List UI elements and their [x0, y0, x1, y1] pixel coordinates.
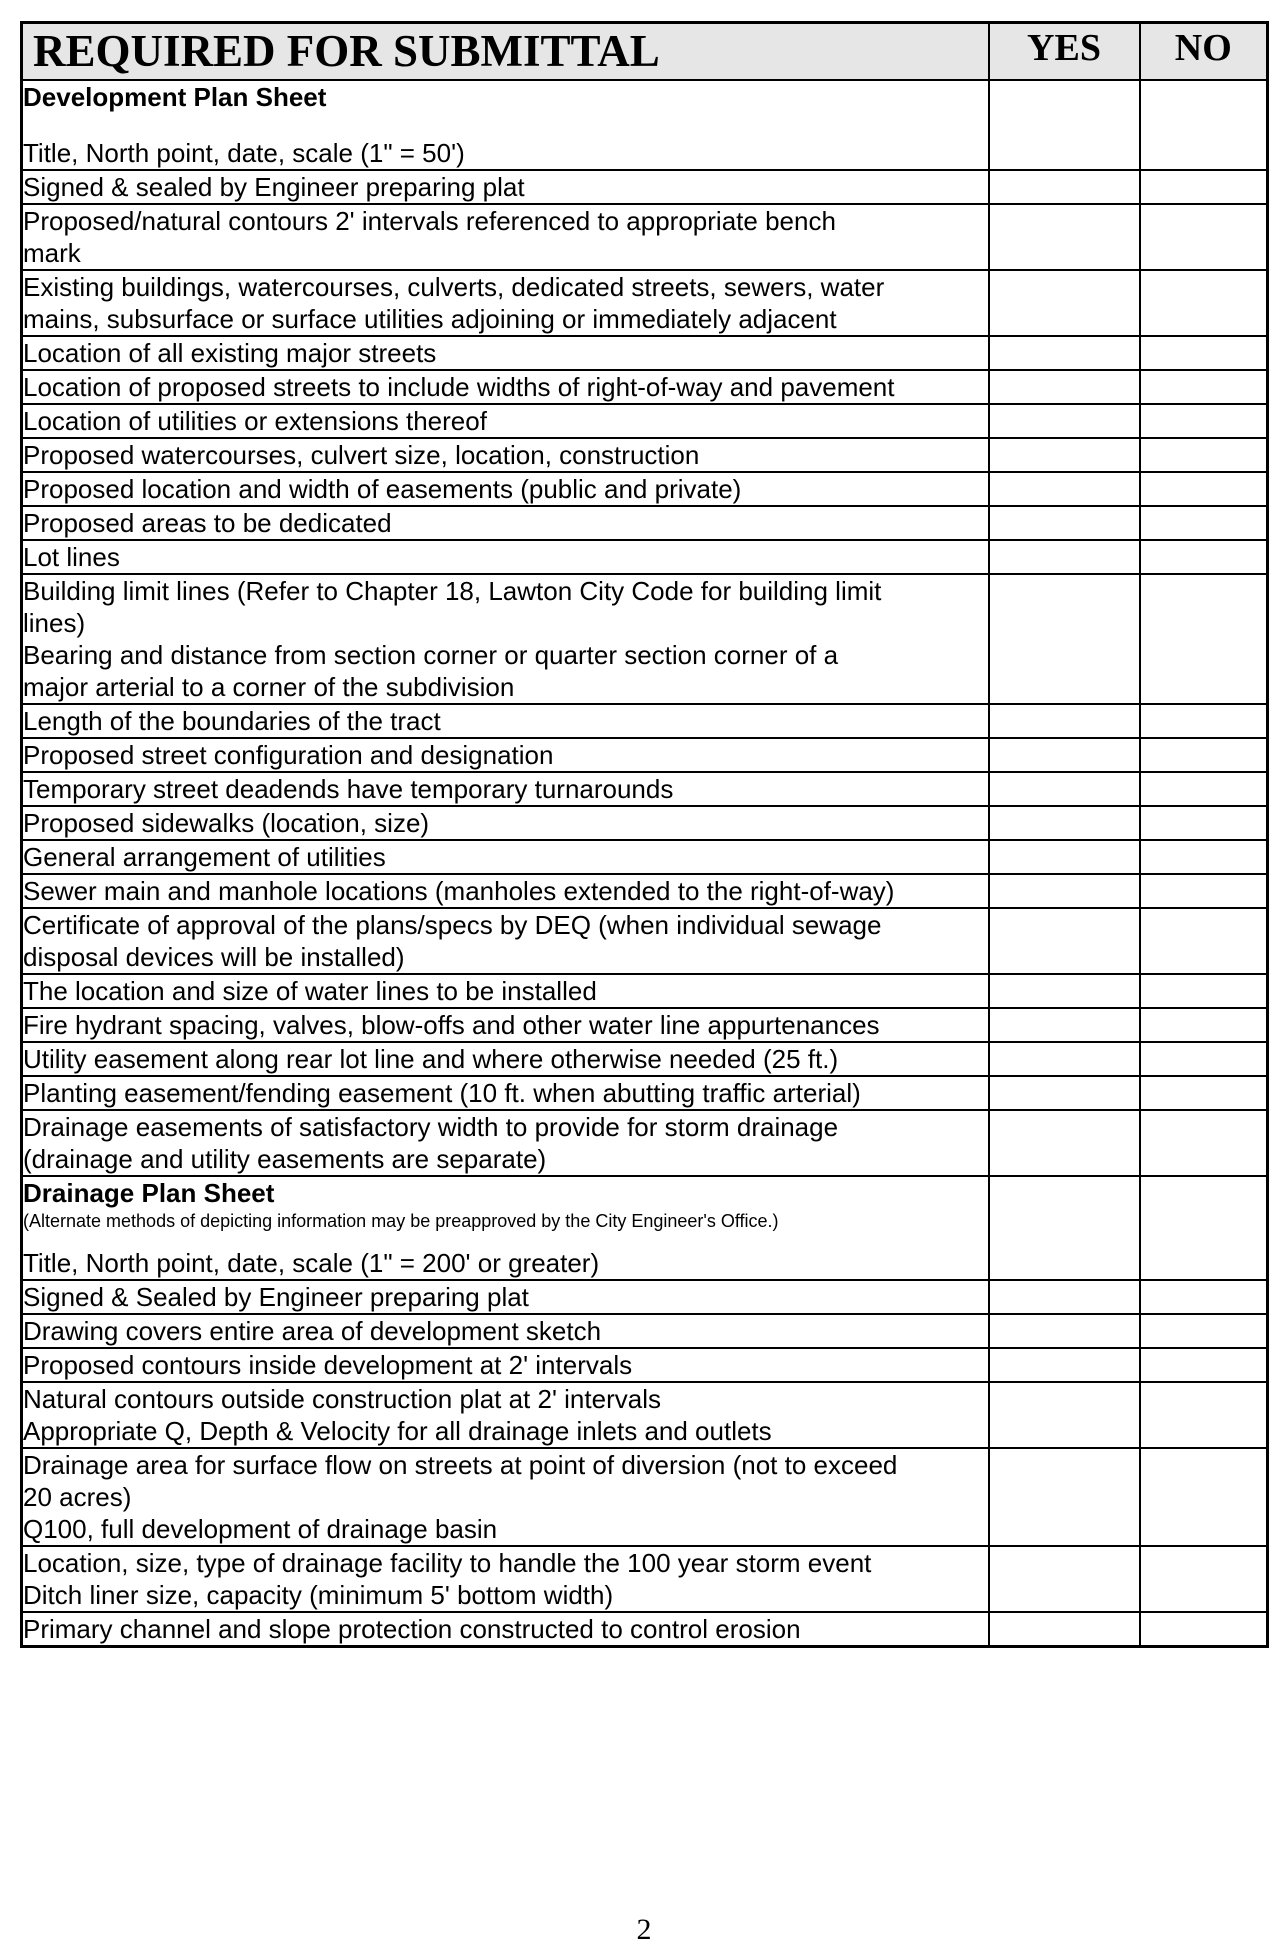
- yes-checkbox-cell[interactable]: [989, 1314, 1140, 1348]
- checklist-row: [22, 1042, 1268, 1076]
- yes-checkbox-cell[interactable]: [989, 1280, 1140, 1314]
- requirement-text: Proposed/natural contours 2' intervals referenced to appropriate bench: [23, 206, 836, 236]
- requirement-text: (drainage and utility easements are separate): [23, 1144, 547, 1174]
- no-checkbox-cell[interactable]: [1140, 472, 1268, 506]
- no-checkbox-cell[interactable]: [1140, 1448, 1268, 1546]
- requirement-cell: [22, 1280, 989, 1314]
- no-header-label: NO: [1174, 27, 1232, 69]
- requirement-text: Appropriate Q, Depth & Velocity for all drainage inlets and outlets: [23, 1416, 772, 1446]
- checklist-row: [22, 806, 1268, 840]
- no-checkbox-cell[interactable]: [1140, 738, 1268, 772]
- checklist-row: [22, 738, 1268, 772]
- checklist-row: [22, 874, 1268, 908]
- requirement-cell: [22, 1546, 989, 1612]
- yes-checkbox-cell[interactable]: [989, 438, 1140, 472]
- requirement-cell: [22, 738, 989, 772]
- requirement-cell: [22, 574, 989, 704]
- yes-checkbox-cell[interactable]: [989, 1612, 1140, 1647]
- yes-checkbox-cell[interactable]: [989, 704, 1140, 738]
- checklist-row: [22, 404, 1268, 438]
- no-checkbox-cell[interactable]: [1140, 772, 1268, 806]
- no-checkbox-cell[interactable]: [1140, 704, 1268, 738]
- requirement-text: Location of utilities or extensions thereof: [23, 406, 487, 436]
- checklist-title-text: REQUIRED FOR SUBMITTAL: [33, 26, 660, 76]
- requirement-text: Q100, full development of drainage basin: [23, 1514, 498, 1544]
- yes-checkbox-cell[interactable]: [989, 336, 1140, 370]
- no-checkbox-cell[interactable]: [1140, 336, 1268, 370]
- checklist-row: [22, 336, 1268, 370]
- yes-checkbox-cell[interactable]: [989, 908, 1140, 974]
- requirement-text: Length of the boundaries of the tract: [23, 706, 441, 736]
- requirement-cell: [22, 772, 989, 806]
- requirement-text: Certificate of approval of the plans/specs by DEQ (when individual sewage: [23, 910, 882, 940]
- checklist-title: [22, 23, 989, 81]
- requirement-text: major arterial to a corner of the subdivision: [23, 672, 515, 702]
- requirement-cell: [22, 404, 989, 438]
- no-checkbox-cell[interactable]: [1140, 370, 1268, 404]
- requirement-text: Sewer main and manhole locations (manholes extended to the right-of-way): [23, 876, 895, 906]
- checklist-row: [22, 506, 1268, 540]
- requirement-text: Bearing and distance from section corner or quarter section corner of a: [23, 640, 839, 670]
- requirement-text: Drainage easements of satisfactory width to provide for storm drainage: [23, 1112, 839, 1142]
- requirement-text: Proposed contours inside development at 2' intervals: [23, 1350, 633, 1380]
- checklist-row: [22, 1008, 1268, 1042]
- requirement-text: Proposed location and width of easements (public and private): [23, 474, 742, 504]
- no-checkbox-cell[interactable]: [1140, 1348, 1268, 1382]
- requirement-cell: [22, 336, 989, 370]
- no-checkbox-cell[interactable]: [1140, 574, 1268, 704]
- requirement-text: Lot lines: [23, 542, 120, 572]
- checklist-row: [22, 704, 1268, 738]
- no-checkbox-cell[interactable]: [1140, 806, 1268, 840]
- requirement-text: mark: [23, 238, 81, 268]
- requirement-text: lines): [23, 608, 86, 638]
- header-row: [22, 23, 1268, 81]
- requirement-cell: [22, 1008, 989, 1042]
- checklist-row: [22, 540, 1268, 574]
- checklist-row: [22, 974, 1268, 1008]
- checklist-row: [22, 204, 1268, 270]
- requirement-cell: [22, 370, 989, 404]
- yes-checkbox-cell[interactable]: [989, 874, 1140, 908]
- yes-checkbox-cell[interactable]: [989, 1042, 1140, 1076]
- no-checkbox-cell[interactable]: [1140, 1382, 1268, 1448]
- yes-checkbox-cell[interactable]: [989, 738, 1140, 772]
- requirement-text: Proposed watercourses, culvert size, location, construction: [23, 440, 700, 470]
- yes-checkbox-cell[interactable]: [989, 370, 1140, 404]
- checklist-row: [22, 1348, 1268, 1382]
- no-checkbox-cell[interactable]: [1140, 974, 1268, 1008]
- no-checkbox-cell[interactable]: [1140, 1314, 1268, 1348]
- page-number: 2: [636, 1913, 652, 1946]
- yes-checkbox-cell[interactable]: [989, 1382, 1140, 1448]
- checklist-row: [22, 1382, 1268, 1448]
- no-checkbox-cell[interactable]: [1140, 204, 1268, 270]
- requirement-text: Title, North point, date, scale (1" = 50'): [23, 138, 465, 168]
- requirement-text: disposal devices will be installed): [23, 942, 405, 972]
- requirement-text: Fire hydrant spacing, valves, blow-offs and other water line appurtenances: [23, 1010, 880, 1040]
- requirement-text: Building limit lines (Refer to Chapter 18, Lawton City Code for building limit: [23, 576, 882, 606]
- checklist-row: [22, 1110, 1268, 1176]
- yes-checkbox-cell[interactable]: [989, 540, 1140, 574]
- checklist-row: [22, 1612, 1268, 1647]
- no-checkbox-cell[interactable]: [1140, 170, 1268, 204]
- requirement-text: Location, size, type of drainage facility to handle the 100 year storm event: [23, 1548, 872, 1578]
- yes-checkbox-cell[interactable]: [989, 806, 1140, 840]
- yes-checkbox-cell[interactable]: [989, 840, 1140, 874]
- no-checkbox-cell[interactable]: [1140, 908, 1268, 974]
- yes-checkbox-cell[interactable]: [989, 1448, 1140, 1546]
- requirement-text: Title, North point, date, scale (1" = 200' or greater): [23, 1248, 600, 1278]
- requirement-cell: [22, 204, 989, 270]
- no-column-header: [1140, 23, 1268, 81]
- requirement-cell: [22, 1612, 989, 1647]
- requirement-text: Proposed street configuration and designation: [23, 740, 554, 770]
- yes-checkbox-cell[interactable]: [989, 1076, 1140, 1110]
- requirement-cell: [22, 840, 989, 874]
- section-title: Drainage Plan Sheet: [23, 1178, 275, 1208]
- no-checkbox-cell[interactable]: [1140, 404, 1268, 438]
- yes-checkbox-cell[interactable]: [989, 1348, 1140, 1382]
- requirement-text: Proposed sidewalks (location, size): [23, 808, 430, 838]
- requirement-cell: [22, 438, 989, 472]
- checklist-row: [22, 908, 1268, 974]
- requirement-cell: [22, 874, 989, 908]
- requirement-cell: [22, 472, 989, 506]
- requirement-text: Existing buildings, watercourses, culverts, dedicated streets, sewers, water: [23, 272, 885, 302]
- yes-checkbox-cell[interactable]: [989, 404, 1140, 438]
- requirement-text: Location of all existing major streets: [23, 338, 437, 368]
- checklist-row: [22, 170, 1268, 204]
- no-checkbox-cell[interactable]: [1140, 1176, 1268, 1280]
- requirement-cell: [22, 1382, 989, 1448]
- requirement-text: Utility easement along rear lot line and where otherwise needed (25 ft.): [23, 1044, 839, 1074]
- requirement-text: Signed & Sealed by Engineer preparing plat: [23, 1282, 529, 1312]
- checklist-body: [22, 80, 1268, 1647]
- requirement-text: General arrangement of utilities: [23, 842, 386, 872]
- yes-checkbox-cell[interactable]: [989, 974, 1140, 1008]
- requirement-text: Drawing covers entire area of development sketch: [23, 1316, 602, 1346]
- requirement-cell: [22, 1314, 989, 1348]
- section-note: (Alternate methods of depicting information may be preapproved by the City Engineer's Office.): [23, 1211, 779, 1231]
- requirement-text: Planting easement/fending easement (10 ft. when abutting traffic arterial): [23, 1078, 861, 1108]
- requirement-cell: [22, 1042, 989, 1076]
- requirement-text: The location and size of water lines to be installed: [23, 976, 597, 1006]
- requirement-text: Natural contours outside construction plat at 2' intervals: [23, 1384, 661, 1414]
- checklist-row: [22, 80, 1268, 170]
- no-checkbox-cell[interactable]: [1140, 270, 1268, 336]
- requirement-cell: [22, 1176, 989, 1280]
- requirement-cell: [22, 1348, 989, 1382]
- section-title: Development Plan Sheet: [23, 82, 327, 112]
- requirement-cell: [22, 170, 989, 204]
- checklist-row: [22, 1314, 1268, 1348]
- yes-checkbox-cell[interactable]: [989, 80, 1140, 170]
- no-checkbox-cell[interactable]: [1140, 1110, 1268, 1176]
- requirement-text: Proposed areas to be dedicated: [23, 508, 392, 538]
- requirement-text: Drainage area for surface flow on streets at point of diversion (not to exceed: [23, 1450, 898, 1480]
- no-checkbox-cell[interactable]: [1140, 1280, 1268, 1314]
- requirement-cell: [22, 806, 989, 840]
- yes-column-header: [989, 23, 1140, 81]
- yes-checkbox-cell[interactable]: [989, 772, 1140, 806]
- requirement-text: Temporary street deadends have temporary turnarounds: [23, 774, 674, 804]
- no-checkbox-cell[interactable]: [1140, 840, 1268, 874]
- requirement-text: Ditch liner size, capacity (minimum 5' bottom width): [23, 1580, 614, 1610]
- yes-checkbox-cell[interactable]: [989, 1008, 1140, 1042]
- requirement-cell: [22, 908, 989, 974]
- checklist-row: [22, 1076, 1268, 1110]
- yes-checkbox-cell[interactable]: [989, 574, 1140, 704]
- requirement-cell: [22, 1448, 989, 1546]
- checklist-row: [22, 370, 1268, 404]
- checklist-row: [22, 1448, 1268, 1546]
- requirement-cell: [22, 1110, 989, 1176]
- checklist-row: [22, 1280, 1268, 1314]
- checklist-row: [22, 840, 1268, 874]
- no-checkbox-cell[interactable]: [1140, 1076, 1268, 1110]
- requirement-text: Primary channel and slope protection constructed to control erosion: [23, 1614, 801, 1644]
- no-checkbox-cell[interactable]: [1140, 438, 1268, 472]
- no-checkbox-cell[interactable]: [1140, 1612, 1268, 1647]
- requirement-cell: [22, 270, 989, 336]
- requirement-cell: [22, 80, 989, 170]
- yes-checkbox-cell[interactable]: [989, 1176, 1140, 1280]
- requirement-cell: [22, 540, 989, 574]
- yes-checkbox-cell[interactable]: [989, 506, 1140, 540]
- submittal-checklist: [20, 21, 1266, 1648]
- checklist-row: [22, 438, 1268, 472]
- requirement-cell: [22, 506, 989, 540]
- yes-checkbox-cell[interactable]: [989, 472, 1140, 506]
- checklist-row: [22, 270, 1268, 336]
- yes-checkbox-cell[interactable]: [989, 204, 1140, 270]
- checklist-row: [22, 1176, 1268, 1280]
- requirement-text: Signed & sealed by Engineer preparing plat: [23, 172, 525, 202]
- checklist-row: [22, 574, 1268, 704]
- no-checkbox-cell[interactable]: [1140, 80, 1268, 170]
- requirement-text: Location of proposed streets to include widths of right-of-way and pavement: [23, 372, 895, 402]
- requirement-text: 20 acres): [23, 1482, 132, 1512]
- no-checkbox-cell[interactable]: [1140, 1546, 1268, 1612]
- yes-checkbox-cell[interactable]: [989, 1110, 1140, 1176]
- requirement-cell: [22, 1076, 989, 1110]
- requirement-cell: [22, 974, 989, 1008]
- no-checkbox-cell[interactable]: [1140, 874, 1268, 908]
- checklist-row: [22, 472, 1268, 506]
- no-checkbox-cell[interactable]: [1140, 1008, 1268, 1042]
- no-checkbox-cell[interactable]: [1140, 1042, 1268, 1076]
- yes-header-label: YES: [1027, 27, 1101, 69]
- requirement-text: mains, subsurface or surface utilities adjoining or immediately adjacent: [23, 304, 837, 334]
- checklist-table: [20, 21, 1269, 1648]
- yes-checkbox-cell[interactable]: [989, 270, 1140, 336]
- yes-checkbox-cell[interactable]: [989, 170, 1140, 204]
- yes-checkbox-cell[interactable]: [989, 1546, 1140, 1612]
- no-checkbox-cell[interactable]: [1140, 506, 1268, 540]
- checklist-row: [22, 772, 1268, 806]
- requirement-cell: [22, 704, 989, 738]
- checklist-row: [22, 1546, 1268, 1612]
- no-checkbox-cell[interactable]: [1140, 540, 1268, 574]
